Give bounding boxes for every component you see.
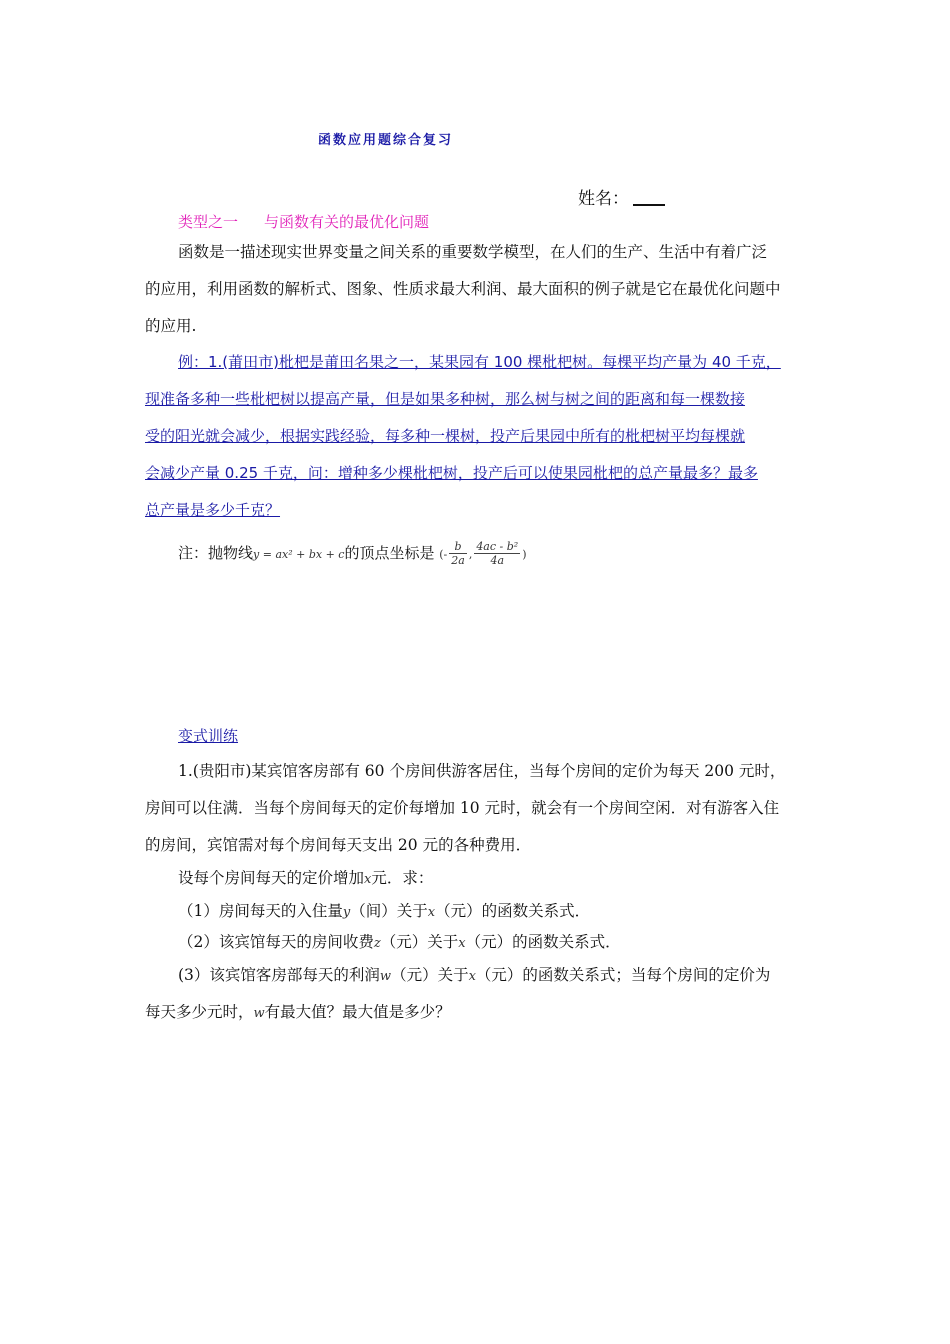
- name-blank-line: [633, 188, 665, 206]
- var-w: w: [253, 1006, 265, 1021]
- q2-text-b: （元）关于: [380, 933, 459, 951]
- parabola-formula: y = ax² + bx + c: [253, 548, 345, 561]
- example-line-1: 例：1.(莆田市)枇杷是莆田名果之一，某果园有 100 棵枇杷树。每棵平均产量为 40 千克，: [178, 353, 781, 371]
- vertex-note: [178, 540, 527, 567]
- question-3: [178, 963, 770, 985]
- section-label: 类型之一: [178, 213, 239, 231]
- section-heading: [178, 211, 429, 232]
- q3-text-b: （元）关于: [391, 966, 469, 984]
- var-x: x: [458, 936, 466, 951]
- question-1: [178, 899, 590, 921]
- example-line-3: 受的阳光就会减少，根据实践经验，每多种一棵树，投产后果园中所有的枇杷树平均每棵就: [145, 427, 746, 445]
- q1-text-c: （元）的函数关系式．: [435, 902, 591, 920]
- name-label: 姓名：: [578, 189, 629, 209]
- paren-open: (-: [439, 548, 448, 561]
- problem-line-3: 的房间，宾馆需对每个房间每天支出 20 元的各种费用．: [145, 836, 532, 854]
- q3-text-d: 每天多少元时，: [145, 1003, 254, 1021]
- vertex-y-fraction: [474, 540, 520, 567]
- var-z: z: [373, 936, 381, 951]
- q3-text-c: （元）的函数关系式；当每个房间的定价为: [475, 966, 771, 984]
- q2-text-c: （元）的函数关系式．: [465, 933, 621, 951]
- section-topic: 与函数有关的最优化问题: [264, 213, 430, 231]
- example-line-5: 总产量是多少千克？: [145, 501, 281, 519]
- var-y: y: [342, 905, 351, 920]
- question-2: [178, 930, 621, 952]
- note-prefix: 注：抛物线: [178, 544, 254, 562]
- variant-training-heading: 变式训练: [178, 727, 239, 745]
- q1-text-a: （1）房间每天的入住量: [178, 902, 343, 920]
- q2-text-a: （2）该宾馆每天的房间收费: [178, 933, 374, 951]
- intro-line-2: 的应用，利用函数的解析式、图象、性质求最大利润、最大面积的例子就是它在最优化问题中: [145, 280, 781, 298]
- frac1-numerator: b: [454, 540, 462, 553]
- intro-line-1: 函数是一描述现实世界变量之间关系的重要数学模型，在人们的生产、生活中有着广泛: [178, 243, 768, 261]
- problem-line-1: 1.(贵阳市)某宾馆客房部有 60 个房间供游客居住，当每个房间的定价为每天 200 元时，: [178, 762, 786, 780]
- paren-close: ): [522, 548, 527, 561]
- frac2-numerator: 4ac - b²: [476, 540, 519, 553]
- frac1-denominator: 2a: [451, 554, 465, 567]
- note-middle: 的顶点坐标是: [344, 544, 435, 562]
- name-field: [578, 184, 665, 209]
- var-x: x: [364, 872, 372, 887]
- problem-line-4: [178, 866, 433, 888]
- l4-text-a: 设每个房间每天的定价增加: [178, 869, 365, 887]
- var-x: x: [427, 905, 436, 920]
- frac2-denominator: 4a: [474, 553, 520, 567]
- l4-text-b: 元．求：: [371, 869, 434, 887]
- vertex-x-fraction: [449, 540, 467, 567]
- var-x: x: [468, 969, 476, 984]
- var-w: w: [379, 969, 392, 984]
- document-title: 函数应用题综合复习: [318, 133, 454, 148]
- q1-text-b: （间）关于: [350, 902, 428, 920]
- example-line-2: 现准备多种一些枇杷树以提高产量，但是如果多种树，那么树与树之间的距离和每一棵数接: [145, 390, 746, 408]
- question-3-continued: [145, 1000, 451, 1022]
- intro-line-3: 的应用.: [145, 317, 197, 335]
- example-line-4: 会减少产量 0.25 千克，问：增种多少棵枇杷树，投产后可以使果园枇杷的总产量最多？最多: [145, 464, 758, 482]
- problem-line-2: 房间可以住满．当每个房间每天的定价每增加 10 元时，就会有一个房间空闲．对有游客入住: [145, 799, 780, 817]
- comma: ,: [468, 548, 473, 561]
- q3-text-e: 有最大值？最大值是多少？: [264, 1003, 451, 1021]
- q3-text-a: (3）该宾馆客房部每天的利润: [178, 966, 380, 984]
